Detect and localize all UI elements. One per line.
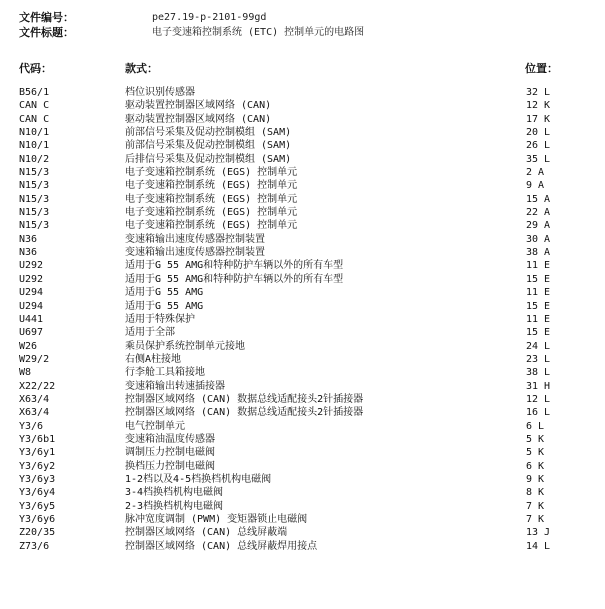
row-name: 1-2档以及4-5档换档机构电磁阀 bbox=[125, 473, 272, 485]
table-row bbox=[0, 420, 605, 433]
table-row bbox=[0, 300, 605, 313]
row-name: 变速箱输出转速插接器 bbox=[125, 380, 225, 392]
row-name: 2-3档换档机构电磁阀 bbox=[125, 500, 224, 512]
row-name: 变速箱输出速度传感器控制装置 bbox=[125, 247, 265, 259]
row-position: 6 L bbox=[526, 420, 545, 432]
table-row bbox=[0, 513, 605, 526]
row-position: 31 H bbox=[526, 380, 551, 392]
table-row bbox=[0, 380, 605, 393]
row-code: X63/4 bbox=[19, 407, 50, 419]
table-row bbox=[0, 273, 605, 286]
row-position: 24 L bbox=[526, 340, 551, 352]
row-position: 8 K bbox=[526, 487, 545, 499]
row-position: 15 E bbox=[526, 273, 551, 285]
row-code: CAN C bbox=[19, 100, 50, 112]
row-name: 调制压力控制电磁阀 bbox=[125, 447, 215, 459]
row-name: 电子变速箱控制系统 (EGS) 控制单元 bbox=[125, 193, 298, 205]
table-row bbox=[0, 113, 605, 126]
table-row bbox=[0, 446, 605, 459]
row-code: CAN C bbox=[19, 113, 50, 125]
row-code: Y3/6y4 bbox=[19, 487, 56, 499]
table-row bbox=[0, 366, 605, 379]
row-position: 5 K bbox=[526, 447, 545, 459]
table-row bbox=[0, 219, 605, 232]
row-name: 适用于G 55 AMG和特种防护车辆以外的所有车型 bbox=[125, 260, 344, 272]
table-row bbox=[0, 353, 605, 366]
row-name: 适用于G 55 AMG bbox=[125, 300, 204, 312]
row-code: X63/4 bbox=[19, 393, 50, 405]
row-position: 12 L bbox=[526, 393, 551, 405]
row-position: 15 E bbox=[526, 300, 551, 312]
row-code: U697 bbox=[19, 327, 44, 339]
table-row bbox=[0, 540, 605, 553]
table-row bbox=[0, 193, 605, 206]
table-row bbox=[0, 126, 605, 139]
table-row bbox=[0, 153, 605, 166]
table-row bbox=[0, 233, 605, 246]
table-row bbox=[0, 500, 605, 513]
row-code: N15/3 bbox=[19, 207, 50, 219]
doc-number-value: pe27.19-p-2101-99gd bbox=[152, 12, 267, 23]
row-position: 16 L bbox=[526, 407, 551, 419]
row-code: X22/22 bbox=[19, 380, 56, 392]
row-name: 前部信号采集及促动控制模组 (SAM) bbox=[125, 140, 292, 152]
row-name: 适用于G 55 AMG和特种防护车辆以外的所有车型 bbox=[125, 273, 344, 285]
row-code: W29/2 bbox=[19, 353, 50, 365]
row-code: N15/3 bbox=[19, 220, 50, 232]
row-name: 电子变速箱控制系统 (EGS) 控制单元 bbox=[125, 167, 298, 179]
row-code: U292 bbox=[19, 260, 44, 272]
table-row bbox=[0, 486, 605, 499]
row-name: 控制器区域网络 (CAN) 数据总线适配接头2针插接器 bbox=[125, 407, 364, 419]
table-row bbox=[0, 179, 605, 192]
row-name: 电子变速箱控制系统 (EGS) 控制单元 bbox=[125, 180, 298, 192]
row-position: 12 K bbox=[526, 100, 551, 112]
row-position: 17 K bbox=[526, 113, 551, 125]
row-position: 22 A bbox=[526, 207, 551, 219]
table-row bbox=[0, 246, 605, 259]
row-position: 9 K bbox=[526, 473, 545, 485]
row-code: N10/1 bbox=[19, 140, 50, 152]
row-name: 后排信号采集及促动控制模组 (SAM) bbox=[125, 153, 292, 165]
row-code: U441 bbox=[19, 313, 44, 325]
table-row bbox=[0, 406, 605, 419]
row-code: Y3/6y1 bbox=[19, 447, 56, 459]
row-code: U294 bbox=[19, 287, 44, 299]
row-name: 乘员保护系统控制单元接地 bbox=[125, 340, 245, 352]
column-header-position: 位置： bbox=[525, 62, 558, 75]
column-header-code: 代码： bbox=[19, 62, 52, 75]
row-position: 32 L bbox=[526, 87, 551, 98]
row-position: 7 K bbox=[526, 514, 545, 525]
row-code: N15/3 bbox=[19, 193, 50, 205]
row-position: 2 A bbox=[526, 167, 545, 179]
row-name: 3-4档换档机构电磁阀 bbox=[125, 487, 224, 499]
row-position: 26 L bbox=[526, 140, 551, 152]
row-name: 控制器区域网络 (CAN) 数据总线适配接头2针插接器 bbox=[125, 393, 364, 405]
row-position: 11 E bbox=[526, 313, 551, 325]
row-name: 电气控制单元 bbox=[125, 420, 185, 432]
row-position: 7 K bbox=[526, 500, 545, 512]
table-row bbox=[0, 286, 605, 299]
doc-title-value: 电子变速箱控制系统 (ETC) 控制单元的电路图 bbox=[152, 27, 365, 38]
row-position: 5 K bbox=[526, 433, 545, 445]
table-row bbox=[0, 340, 605, 353]
table-row bbox=[0, 313, 605, 326]
row-code: Y3/6y6 bbox=[19, 514, 56, 525]
row-name: 控制器区域网络 (CAN) 总线屏蔽端 bbox=[125, 527, 288, 539]
row-position: 15 A bbox=[526, 193, 551, 205]
row-name: 前部信号采集及促动控制模组 (SAM) bbox=[125, 127, 292, 139]
row-name: 电子变速箱控制系统 (EGS) 控制单元 bbox=[125, 207, 298, 219]
row-position: 13 J bbox=[526, 527, 551, 539]
row-name: 档位识别传感器 bbox=[125, 87, 195, 98]
row-name: 右侧A柱接地 bbox=[125, 353, 182, 365]
row-code: Z73/6 bbox=[19, 540, 50, 552]
table-row bbox=[0, 86, 605, 99]
row-code: N15/3 bbox=[19, 167, 50, 179]
component-table bbox=[0, 86, 605, 553]
table-header bbox=[0, 62, 605, 76]
row-name: 适用于G 55 AMG bbox=[125, 287, 204, 299]
row-code: W26 bbox=[19, 340, 38, 352]
row-code: N36 bbox=[19, 247, 38, 259]
row-name: 行李舱工具箱接地 bbox=[125, 367, 205, 379]
row-name: 控制器区域网络 (CAN) 总线屏蔽焊用接点 bbox=[125, 540, 318, 552]
row-code: U294 bbox=[19, 300, 44, 312]
row-code: U292 bbox=[19, 273, 44, 285]
row-code: Y3/6b1 bbox=[19, 433, 56, 445]
row-code: Y3/6y2 bbox=[19, 460, 56, 472]
row-code: B56/1 bbox=[19, 87, 50, 98]
table-row bbox=[0, 526, 605, 539]
row-code: Y3/6y5 bbox=[19, 500, 56, 512]
row-position: 38 L bbox=[526, 367, 551, 379]
row-position: 6 K bbox=[526, 460, 545, 472]
row-position: 29 A bbox=[526, 220, 551, 232]
table-row bbox=[0, 206, 605, 219]
row-position: 35 L bbox=[526, 153, 551, 165]
row-position: 15 E bbox=[526, 327, 551, 339]
table-row bbox=[0, 326, 605, 339]
row-name: 适用于全部 bbox=[125, 327, 175, 339]
row-code: N10/1 bbox=[19, 127, 50, 139]
row-code: N15/3 bbox=[19, 180, 50, 192]
row-position: 23 L bbox=[526, 353, 551, 365]
row-code: Y3/6 bbox=[19, 420, 44, 432]
row-name: 变速箱输出速度传感器控制装置 bbox=[125, 233, 265, 245]
doc-number-label: 文件编号： bbox=[19, 11, 74, 24]
column-header-name: 款式： bbox=[125, 62, 158, 75]
row-name: 变速箱油温度传感器 bbox=[125, 433, 215, 445]
row-position: 30 A bbox=[526, 233, 551, 245]
row-name: 驱动装置控制器区域网络 (CAN) bbox=[125, 100, 272, 112]
row-code: N10/2 bbox=[19, 153, 50, 165]
row-code: W8 bbox=[19, 367, 32, 379]
row-code: Y3/6y3 bbox=[19, 473, 56, 485]
row-position: 38 A bbox=[526, 247, 551, 259]
row-name: 换档压力控制电磁阀 bbox=[125, 460, 215, 472]
row-name: 驱动装置控制器区域网络 (CAN) bbox=[125, 113, 272, 125]
doc-title-label: 文件标题： bbox=[19, 26, 74, 39]
row-name: 电子变速箱控制系统 (EGS) 控制单元 bbox=[125, 220, 298, 232]
row-code: Z20/35 bbox=[19, 527, 56, 539]
row-code: N36 bbox=[19, 233, 38, 245]
row-position: 14 L bbox=[526, 540, 551, 552]
row-position: 11 E bbox=[526, 260, 551, 272]
row-position: 9 A bbox=[526, 180, 545, 192]
table-row bbox=[0, 460, 605, 473]
table-row bbox=[0, 473, 605, 486]
row-position: 20 L bbox=[526, 127, 551, 139]
row-name: 脉冲宽度调制 (PWM) 变矩器锁止电磁阀 bbox=[125, 514, 308, 525]
row-name: 适用于特殊保护 bbox=[125, 313, 195, 325]
table-row bbox=[0, 99, 605, 112]
table-row bbox=[0, 259, 605, 272]
row-position: 11 E bbox=[526, 287, 551, 299]
table-row bbox=[0, 393, 605, 406]
table-row bbox=[0, 166, 605, 179]
table-row bbox=[0, 139, 605, 152]
table-row bbox=[0, 433, 605, 446]
